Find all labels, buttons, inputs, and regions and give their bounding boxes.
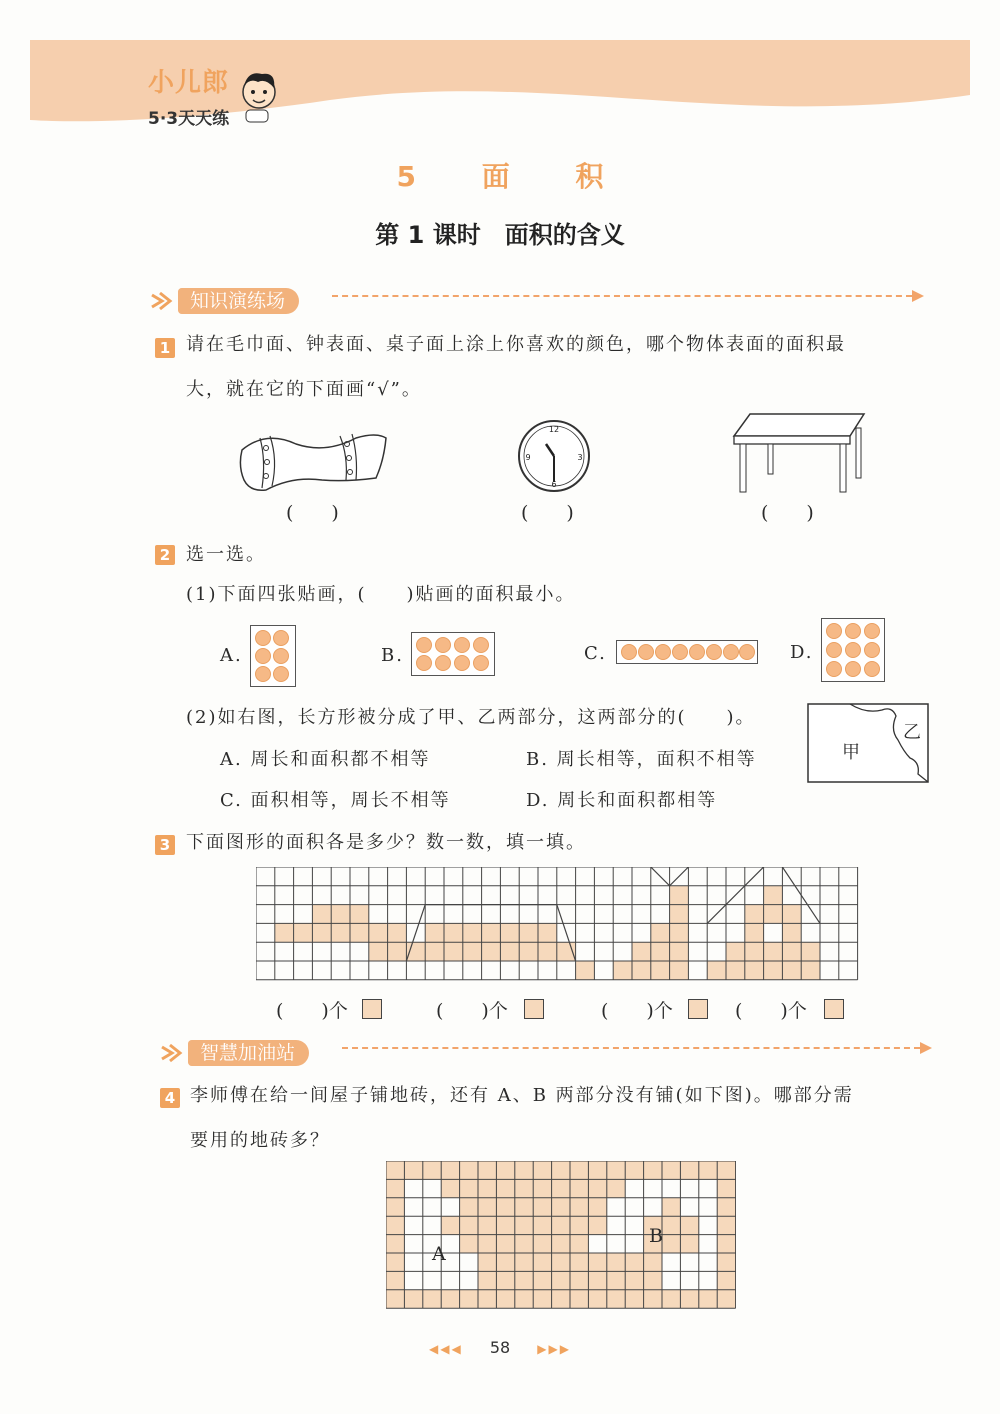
question-text: 大，就在它的下面画“√”。 xyxy=(186,379,422,400)
brand-logo: 小儿郎 xyxy=(148,68,230,98)
tile-cell xyxy=(460,1179,478,1197)
option-label: A. xyxy=(220,645,243,666)
answer-blank[interactable]: ( )个 xyxy=(601,1000,673,1022)
filled-cell xyxy=(745,942,764,961)
tile-cell xyxy=(552,1290,570,1308)
filled-cell xyxy=(764,942,783,961)
filled-cell xyxy=(726,961,745,980)
tile-cell xyxy=(588,1271,606,1289)
next-arrows-icon: ▶▶▶ xyxy=(537,1342,571,1356)
tile-cell xyxy=(625,1290,643,1308)
sticker-d[interactable] xyxy=(821,618,885,682)
tile-cell xyxy=(478,1271,496,1289)
tile-cell xyxy=(662,1216,680,1234)
tile-cell xyxy=(496,1235,514,1253)
filled-cell xyxy=(651,942,670,961)
tile-cell xyxy=(680,1235,698,1253)
section-divider xyxy=(332,295,912,297)
filled-cell xyxy=(444,923,463,942)
tile-cell xyxy=(607,1161,625,1179)
tile-cell xyxy=(423,1161,441,1179)
unit-square-icon xyxy=(362,999,382,1019)
tile-cell xyxy=(570,1161,588,1179)
tile-cell xyxy=(441,1216,459,1234)
sticker-a[interactable] xyxy=(250,625,296,687)
tile-cell xyxy=(717,1216,735,1234)
tile-cell xyxy=(496,1271,514,1289)
tile-cell xyxy=(386,1198,404,1216)
tile-cell xyxy=(570,1216,588,1234)
tile-cell xyxy=(717,1198,735,1216)
tile-cell xyxy=(607,1253,625,1271)
filled-cell xyxy=(764,961,783,980)
tile-cell xyxy=(588,1161,606,1179)
answer-blank[interactable]: ( ) xyxy=(761,502,814,524)
tile-cell xyxy=(644,1253,662,1271)
tile-cell xyxy=(496,1198,514,1216)
tile-cell xyxy=(404,1290,422,1308)
tile-cell xyxy=(478,1216,496,1234)
tile-cell xyxy=(625,1271,643,1289)
answer-blank[interactable]: ( )个 xyxy=(735,1000,807,1022)
filled-cell xyxy=(670,961,689,980)
tile-cell xyxy=(533,1161,551,1179)
choice-d[interactable]: D. 周长和面积都相等 xyxy=(526,790,718,811)
choice-a[interactable]: A. 周长和面积都不相等 xyxy=(220,749,431,770)
tile-cell xyxy=(386,1271,404,1289)
question-text: (2)如右图，长方形被分成了甲、乙两部分，这两部分的( )。 xyxy=(186,707,756,728)
tile-cell xyxy=(552,1179,570,1197)
question-text: 请在毛巾面、钟表面、桌子面上涂上你喜欢的颜色，哪个物体表面的面积最 xyxy=(186,334,846,355)
filled-cell xyxy=(782,942,801,961)
clock-icon xyxy=(516,418,592,494)
question-number: 3 xyxy=(155,835,175,855)
filled-cell xyxy=(726,942,745,961)
runner-icon xyxy=(148,289,178,313)
tile-cell xyxy=(552,1161,570,1179)
tile-cell xyxy=(680,1216,698,1234)
part-yi-label: 乙 xyxy=(903,722,923,743)
filled-cell xyxy=(500,942,519,961)
sticker-c[interactable] xyxy=(616,640,758,664)
filled-cell xyxy=(576,961,595,980)
tile-cell xyxy=(496,1161,514,1179)
tile-cell xyxy=(570,1179,588,1197)
filled-cell xyxy=(745,905,764,924)
tile-cell xyxy=(625,1253,643,1271)
tile-cell xyxy=(699,1161,717,1179)
tile-cell xyxy=(570,1253,588,1271)
svg-text:3: 3 xyxy=(577,453,583,462)
filled-cell xyxy=(350,923,369,942)
tile-cell xyxy=(441,1290,459,1308)
tile-cell xyxy=(478,1179,496,1197)
tile-cell xyxy=(496,1290,514,1308)
answer-blank[interactable]: ( ) xyxy=(521,502,574,524)
tile-cell xyxy=(607,1271,625,1289)
tile-cell xyxy=(552,1216,570,1234)
svg-text:12: 12 xyxy=(548,425,560,434)
tile-cell xyxy=(625,1161,643,1179)
region-b-label: B xyxy=(649,1225,663,1247)
choice-b[interactable]: B. 周长相等，面积不相等 xyxy=(526,749,757,770)
option-label: C. xyxy=(584,643,607,664)
tile-cell xyxy=(386,1235,404,1253)
filled-cell xyxy=(764,905,783,924)
tile-cell xyxy=(460,1216,478,1234)
filled-cell xyxy=(801,961,820,980)
tile-cell xyxy=(680,1290,698,1308)
filled-cell xyxy=(670,942,689,961)
tile-cell xyxy=(717,1179,735,1197)
filled-cell xyxy=(519,942,538,961)
tile-cell xyxy=(552,1271,570,1289)
filled-cell xyxy=(331,905,350,924)
tile-cell xyxy=(460,1290,478,1308)
filled-cell xyxy=(745,961,764,980)
page-footer xyxy=(0,1338,1000,1357)
tile-cell xyxy=(717,1253,735,1271)
tile-cell xyxy=(717,1161,735,1179)
tile-cell xyxy=(515,1216,533,1234)
tile-cell xyxy=(662,1235,680,1253)
tile-cell xyxy=(496,1253,514,1271)
tile-cell xyxy=(533,1198,551,1216)
tile-cell xyxy=(515,1253,533,1271)
filled-cell xyxy=(782,961,801,980)
tile-cell xyxy=(423,1290,441,1308)
tile-cell xyxy=(662,1198,680,1216)
tile-cell xyxy=(533,1216,551,1234)
tile-cell xyxy=(717,1290,735,1308)
arrow-icon xyxy=(912,290,924,302)
filled-cell xyxy=(312,905,331,924)
tile-cell xyxy=(478,1253,496,1271)
filled-cell xyxy=(369,942,388,961)
filled-cell xyxy=(294,923,313,942)
tile-cell xyxy=(496,1179,514,1197)
filled-cell xyxy=(388,923,407,942)
tile-cell xyxy=(588,1198,606,1216)
mascot-icon xyxy=(236,66,282,126)
svg-text:6: 6 xyxy=(551,480,557,489)
runner-icon xyxy=(158,1041,188,1065)
section-label: 知识演练场 xyxy=(178,288,299,314)
tile-cell xyxy=(588,1253,606,1271)
region-a-label: A xyxy=(432,1243,446,1265)
question-text: 下面图形的面积各是多少？数一数，填一填。 xyxy=(186,832,586,853)
filled-cell xyxy=(707,961,726,980)
filled-cell xyxy=(670,923,689,942)
unit-square-icon xyxy=(688,999,708,1019)
tile-cell xyxy=(515,1290,533,1308)
tile-cell xyxy=(386,1216,404,1234)
tile-cell xyxy=(460,1161,478,1179)
tile-cell xyxy=(496,1216,514,1234)
tile-cell xyxy=(478,1161,496,1179)
answer-blank[interactable]: ( ) xyxy=(286,502,339,524)
chapter-title: 5 面 积 xyxy=(396,160,632,193)
filled-cell xyxy=(670,886,689,905)
question-number: 4 xyxy=(160,1088,180,1108)
floor-tile-grid xyxy=(386,1161,736,1313)
unit-square-icon xyxy=(524,999,544,1019)
filled-cell xyxy=(275,923,294,942)
svg-text:9: 9 xyxy=(525,453,531,462)
filled-cell xyxy=(651,961,670,980)
filled-cell xyxy=(350,905,369,924)
tile-cell xyxy=(533,1253,551,1271)
tile-cell xyxy=(441,1179,459,1197)
tile-cell xyxy=(588,1179,606,1197)
filled-cell xyxy=(463,942,482,961)
option-label: D. xyxy=(790,642,814,663)
section-divider xyxy=(342,1047,920,1049)
section-tag-challenge xyxy=(158,1039,309,1067)
tile-cell xyxy=(515,1271,533,1289)
filled-cell xyxy=(613,961,632,980)
arrow-icon xyxy=(920,1042,932,1054)
tile-cell xyxy=(607,1179,625,1197)
tile-cell xyxy=(515,1235,533,1253)
tile-cell xyxy=(662,1161,680,1179)
filled-cell xyxy=(425,923,444,942)
tile-cell xyxy=(717,1235,735,1253)
tile-cell xyxy=(570,1290,588,1308)
tile-cell xyxy=(386,1253,404,1271)
filled-cell xyxy=(482,923,501,942)
tile-cell xyxy=(680,1161,698,1179)
prev-arrows-icon: ◀◀◀ xyxy=(429,1342,463,1356)
tile-cell xyxy=(644,1290,662,1308)
question-number: 2 xyxy=(155,545,175,565)
tile-cell xyxy=(588,1290,606,1308)
tile-cell xyxy=(662,1290,680,1308)
tile-cell xyxy=(717,1271,735,1289)
filled-cell xyxy=(801,942,820,961)
question-text: 李师傅在给一间屋子铺地砖，还有 A、B 两部分没有铺(如下图)。哪部分需 xyxy=(190,1085,854,1106)
tile-cell xyxy=(570,1235,588,1253)
filled-cell xyxy=(444,942,463,961)
filled-cell xyxy=(425,942,444,961)
section-tag-practice xyxy=(148,287,299,315)
tile-cell xyxy=(460,1198,478,1216)
filled-cell xyxy=(482,942,501,961)
part-jia-label: 甲 xyxy=(842,742,862,763)
brand-subtitle: 5·3天天练 xyxy=(148,109,230,129)
tile-cell xyxy=(460,1235,478,1253)
filled-cell xyxy=(519,923,538,942)
filled-cell xyxy=(632,961,651,980)
tile-cell xyxy=(478,1198,496,1216)
filled-cell xyxy=(670,905,689,924)
option-label: B. xyxy=(381,645,404,666)
tile-cell xyxy=(386,1161,404,1179)
tile-cell xyxy=(404,1161,422,1179)
section-label: 智慧加油站 xyxy=(188,1040,309,1066)
question-text: 要用的地砖多？ xyxy=(190,1130,330,1151)
filled-cell xyxy=(632,942,651,961)
tile-cell xyxy=(607,1290,625,1308)
filled-cell xyxy=(369,923,388,942)
tile-cell xyxy=(478,1235,496,1253)
page-number: 58 xyxy=(489,1338,511,1357)
tile-cell xyxy=(699,1290,717,1308)
lesson-title: 第 1 课时 面积的含义 xyxy=(375,221,625,249)
filled-cell xyxy=(745,923,764,942)
filled-cell xyxy=(782,905,801,924)
filled-cell xyxy=(388,942,407,961)
choice-c[interactable]: C. 面积相等，周长不相等 xyxy=(220,790,451,811)
tile-cell xyxy=(644,1161,662,1179)
tile-cell xyxy=(515,1161,533,1179)
filled-cell xyxy=(764,886,783,905)
tile-cell xyxy=(570,1271,588,1289)
shape-grid xyxy=(256,867,860,981)
tile-cell xyxy=(552,1253,570,1271)
tile-cell xyxy=(478,1290,496,1308)
filled-cell xyxy=(312,923,331,942)
filled-cell xyxy=(463,923,482,942)
tile-cell xyxy=(552,1235,570,1253)
tile-cell xyxy=(588,1216,606,1234)
tile-cell xyxy=(533,1271,551,1289)
tile-cell xyxy=(386,1290,404,1308)
tile-cell xyxy=(515,1179,533,1197)
tile-cell xyxy=(644,1271,662,1289)
tile-cell xyxy=(552,1198,570,1216)
tile-cell xyxy=(533,1179,551,1197)
tile-cell xyxy=(533,1235,551,1253)
towel-icon xyxy=(236,420,392,496)
filled-cell xyxy=(331,923,350,942)
tile-cell xyxy=(515,1198,533,1216)
tile-cell xyxy=(441,1161,459,1179)
filled-cell xyxy=(538,923,557,942)
table-icon xyxy=(730,410,870,496)
answer-blank[interactable]: ( )个 xyxy=(276,1000,348,1022)
question-text: 选一选。 xyxy=(186,544,266,565)
tile-cell xyxy=(386,1179,404,1197)
filled-cell xyxy=(538,942,557,961)
filled-cell xyxy=(782,923,801,942)
tile-cell xyxy=(533,1290,551,1308)
filled-cell xyxy=(500,923,519,942)
sticker-b[interactable] xyxy=(411,632,495,676)
filled-cell xyxy=(651,923,670,942)
question-number: 1 xyxy=(155,338,175,358)
answer-blank[interactable]: ( )个 xyxy=(436,1000,508,1022)
question-text: (1)下面四张贴画，( )贴画的面积最小。 xyxy=(186,584,576,605)
tile-cell xyxy=(570,1198,588,1216)
unit-square-icon xyxy=(824,999,844,1019)
